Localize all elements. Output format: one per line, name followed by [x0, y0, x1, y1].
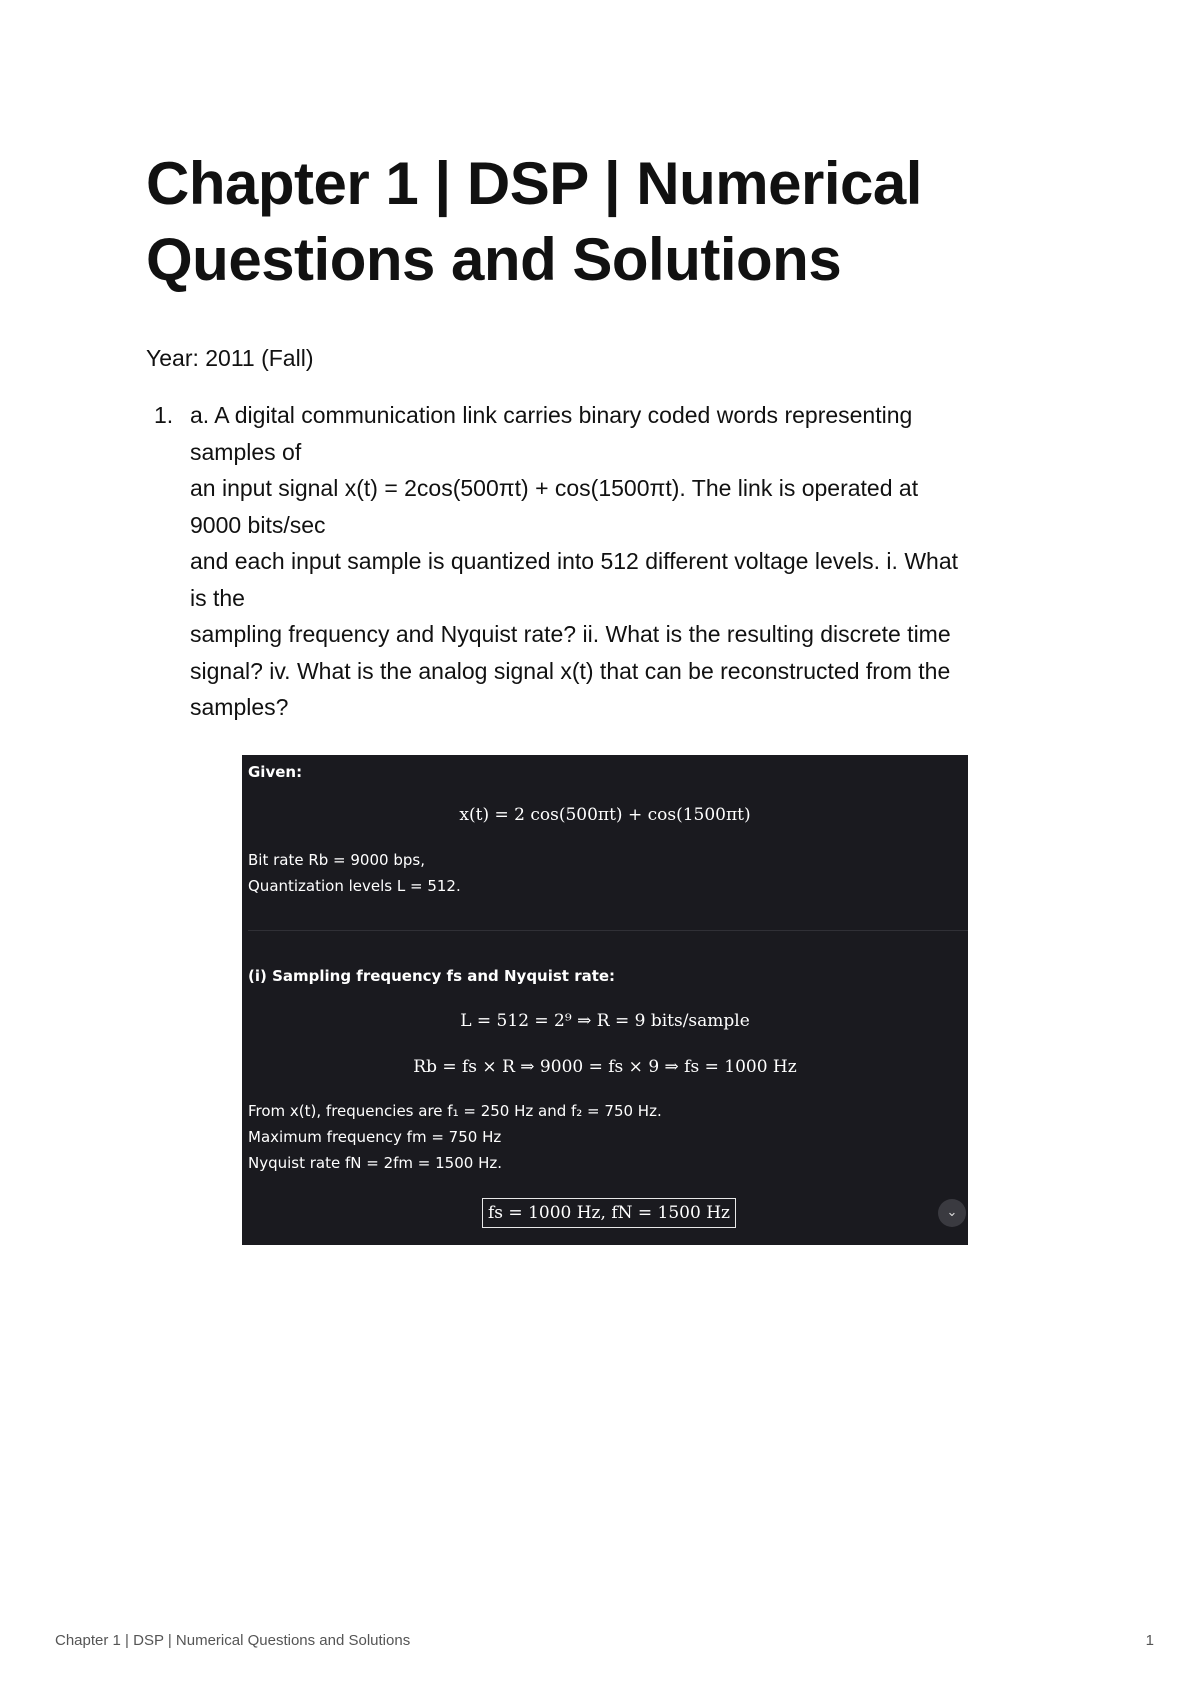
question-line: signal? iv. What is the analog signal x(t) that can be reconstructed from the — [190, 657, 951, 684]
question-line: a. A digital communication link carries binary coded words representing — [190, 402, 913, 428]
question-line: is the — [190, 584, 245, 611]
page-number: 1 — [1145, 1632, 1154, 1649]
section-i-label: (i) Sampling frequency fs and Nyquist rate: — [248, 967, 616, 985]
question-number: 1. — [154, 402, 174, 428]
divider — [248, 930, 968, 931]
solution-screenshot — [242, 755, 968, 1245]
given-label: Given: — [248, 763, 303, 781]
levels-equation: L = 512 = 2⁹ ⇒ R = 9 bits/sample — [460, 1011, 750, 1031]
year-label: Year: 2011 (Fall) — [146, 345, 314, 371]
question-line: an input signal x(t) = 2cos(500πt) + cos(1500πt). The link is operated at — [190, 475, 919, 501]
rate-equation: Rb = fs × R ⇒ 9000 = fs × 9 ⇒ fs = 1000 Hz — [413, 1057, 797, 1077]
page-title: Chapter 1 | DSP | Numerical Questions and Solutions — [146, 150, 922, 293]
question-list — [146, 397, 1066, 726]
chevron-down-icon[interactable]: ⌄ — [938, 1199, 966, 1227]
question-text — [190, 397, 1066, 726]
footer-title: Chapter 1 | DSP | Numerical Questions and Solutions — [55, 1632, 411, 1649]
question-line: samples of — [190, 438, 302, 465]
question-line: and each input sample is quantized into 512 different voltage levels. i. What — [190, 548, 958, 574]
bit-rate-text: Bit rate Rb = 9000 bps, — [248, 851, 425, 869]
nyquist-rate-text: Nyquist rate fN = 2fm = 1500 Hz. — [248, 1154, 503, 1172]
boxed-result: fs = 1000 Hz, fN = 1500 Hz — [482, 1198, 736, 1228]
quantization-levels-text: Quantization levels L = 512. — [248, 877, 461, 895]
frequencies-text: From x(t), frequencies are f₁ = 250 Hz and f₂ = 750 Hz. — [248, 1102, 662, 1120]
max-frequency-text: Maximum frequency fm = 750 Hz — [248, 1128, 502, 1146]
question-line: sampling frequency and Nyquist rate? ii. What is the resulting discrete time — [190, 621, 951, 647]
question-line: samples? — [190, 694, 289, 720]
question-line: 9000 bits/sec — [190, 511, 326, 538]
signal-equation: x(t) = 2 cos(500πt) + cos(1500πt) — [459, 805, 751, 825]
